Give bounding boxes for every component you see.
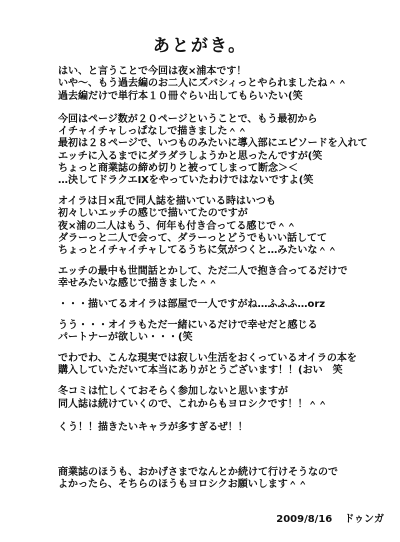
text-line: ダラーっと二人で会って、ダラーっとどうでもいい話してて [58, 233, 327, 245]
text-line: 商業誌のほうも、おかげさまでなんとか続けて行けそうなので [58, 467, 338, 479]
signoff-author: ドゥンガ [344, 514, 384, 525]
signoff-date: 2009/8/16 [276, 514, 333, 525]
paragraph [58, 467, 394, 492]
text-line: パートナーが欲しい・・・(笑 [58, 332, 193, 344]
paragraph [58, 299, 394, 311]
paragraph [58, 422, 394, 434]
paragraph-gap [58, 291, 394, 300]
paragraph-gap [58, 345, 394, 354]
paragraph-gap [58, 312, 394, 321]
text-line: ちょっとイチャイチャしてるうちに気がつくと…みたいな＾＾ [58, 245, 338, 257]
text-line: 過去編だけで単行本１０冊ぐらい出してもらいたい(笑 [58, 90, 303, 102]
text-line: イチャイチャしっぱなしで描きました＾＾ [58, 126, 248, 138]
text-line: 最初は２８ページで、いつものみたいに導入部にエピソードを入れて [58, 138, 368, 150]
paragraph [58, 320, 394, 345]
paragraph [58, 114, 394, 188]
text-line: 購入していただいて本当にありがとうございます！！(おい 笑 [58, 365, 343, 377]
paragraph [58, 266, 394, 291]
text-line: 冬コミは忙しくておそらく参加しないと思いますが [58, 386, 288, 398]
text-line: ちょっと商業誌の締め切りと被ってしまって断念＞＜ [58, 163, 298, 175]
paragraph-gap [58, 258, 394, 267]
paragraph-gap [58, 188, 394, 197]
text-line: 幸せみたいな感じで描きました＾＾ [58, 278, 218, 290]
text-line: くう！！描きたいキャラが多すぎるぜ！！ [58, 421, 248, 433]
text-line: よかったら、そちらのほうもヨロシクお願いします＾＾ [58, 479, 308, 491]
text-line: 同人誌は続けていくので、これからもヨロシクです！！＾＾ [58, 398, 328, 410]
page-title: あとがき。 [152, 36, 248, 56]
text-line: 初々しいエッチの感じで描いてたのですが [58, 208, 248, 220]
signoff [264, 510, 384, 525]
text-line: 今回はページ数が２０ページということで、もう最初から [58, 113, 318, 125]
text-line: いや～、もう過去編のお二人にズバシィっとやられましたね＾＾ [58, 78, 348, 90]
paragraph [58, 196, 394, 257]
paragraph-gap [58, 378, 394, 387]
paragraph [58, 386, 394, 411]
text-line: でわでわ、こんな現実では寂しい生活をおくっているオイラの本を [58, 353, 357, 365]
text-line: オイラは日×乱で同人誌を描いている時はいつも [58, 196, 276, 208]
text-line: エッチに入るまでにダラダラしようかと思ったんですが(笑 [58, 150, 323, 162]
afterword-body [58, 66, 394, 492]
paragraph-gap [58, 434, 394, 467]
text-line: 夜×浦の二人はもう、何年も付き合ってる感じで＾＾ [58, 220, 297, 232]
paragraph-gap [58, 103, 394, 114]
text-line: …決してドラクエⅨをやっていたわけではないですよ(笑 [58, 175, 314, 187]
text-line: はい、と言うことで今回は夜×浦本です！ [58, 66, 247, 77]
text-line: エッチの最中も世間話とかして、ただ二人で抱き合ってるだけで [58, 266, 348, 278]
text-line: うう・・・オイラもただ一緒にいるだけで幸せだと感じる [58, 320, 318, 332]
text-line: ・・・描いてるオイラは部屋で一人ですがね…ふふふ…orz [58, 299, 326, 311]
paragraph [58, 353, 394, 378]
paragraph [58, 66, 394, 103]
paragraph-gap [58, 411, 394, 422]
